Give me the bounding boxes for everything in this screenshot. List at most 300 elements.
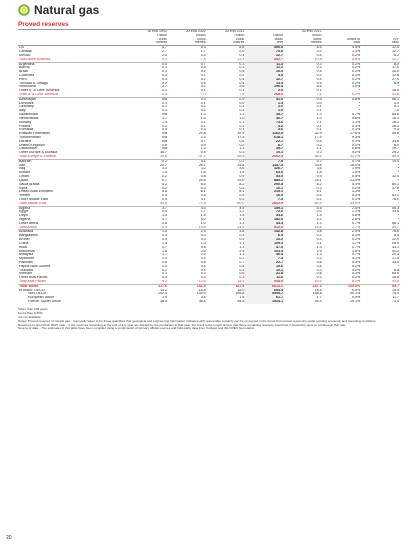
cell-col-7: 29.2: [392, 151, 399, 155]
cell-col-3: 0.3: [239, 276, 245, 280]
cell-col-6: 17.6%: [350, 132, 361, 136]
cell-col-4: 1.9: [245, 109, 284, 113]
cell-col-6: 3.0%: [352, 85, 361, 89]
cell-col-5: 0.9: [316, 97, 322, 101]
cell-col-2: 1.6: [200, 171, 206, 175]
cell-col-1: 0.3: [162, 77, 168, 81]
cell-col-5: 0.2: [316, 143, 322, 147]
cell-col-6: 18.0%: [350, 163, 361, 167]
cell-col-4: 12.7: [245, 78, 284, 82]
col-group-1992: At end 1992: [147, 30, 168, 33]
row-label: Brunei: [19, 238, 30, 242]
cell-col-5: 33.6: [314, 163, 322, 167]
cell-col-5: 0.2: [316, 197, 322, 201]
cell-col-2: 15.4: [198, 288, 206, 292]
cell-col-3: 1.0: [239, 116, 245, 120]
row-label: Russian Federation: [19, 132, 51, 136]
cell-col-2: 6.1: [200, 190, 206, 194]
cell-col-2: 0.3: [200, 238, 206, 242]
cell-col-4: 63.0: [245, 171, 284, 175]
row-label: Other Europe & Eurasia: [19, 151, 58, 155]
cell-col-7: *: [397, 163, 399, 167]
row-label: Turkmenistan: [19, 135, 41, 139]
cell-col-2: 0.9: [200, 97, 206, 101]
cell-col-5: 187.3: [312, 284, 322, 288]
row-label: Other S. & Cent. America: [19, 89, 60, 93]
row-label: Qatar: [19, 178, 28, 182]
cell-col-5: 0.4: [316, 81, 322, 85]
cell-col-3: 3.1: [239, 241, 245, 245]
cell-col-7: 12.8: [392, 73, 399, 77]
cell-col-1: n/a: [162, 135, 168, 139]
cell-col-1: 5.2: [162, 182, 168, 186]
row-label: Indonesia: [19, 249, 35, 253]
cell-col-1: 6.7: [162, 178, 168, 182]
cell-col-4: 109.3: [245, 242, 284, 246]
cell-col-2: 1.2: [200, 147, 206, 151]
row-label: Oman: [19, 175, 29, 179]
cell-col-1: 15.2: [160, 288, 168, 292]
cell-col-4: 545.0: [245, 280, 284, 284]
cell-col-2: 25.8: [198, 178, 206, 182]
cell-col-2: 0.1: [200, 73, 206, 77]
cell-col-2: 1.0: [200, 221, 206, 225]
cell-col-3: 0.2: [239, 143, 245, 147]
reserves-table: [18, 30, 400, 304]
cell-col-1: 0.5: [162, 128, 168, 132]
cell-col-3: 169.8: [235, 292, 245, 296]
cell-col-2: 0.4: [200, 53, 206, 57]
cell-col-4: 1924.1: [245, 300, 284, 304]
cell-col-3: 0.4: [239, 53, 245, 57]
cell-col-3: 0.3: [239, 66, 245, 70]
cell-col-6: 0.1%: [352, 128, 361, 132]
cell-col-5: 0.9: [316, 175, 322, 179]
cell-col-2: 1.5: [200, 214, 206, 218]
cell-col-4: 7.3: [245, 198, 284, 202]
cell-col-7: *: [397, 178, 399, 182]
cell-col-1: n/a: [162, 147, 168, 151]
cell-col-6: *: [358, 109, 361, 113]
cell-col-1: 0.1: [162, 66, 168, 70]
cell-col-3: 1.3: [239, 221, 245, 225]
cell-col-6: 9.9%: [352, 288, 361, 292]
cell-col-3: 1.1: [239, 147, 245, 151]
cell-col-2: 0.3: [200, 128, 206, 132]
cell-col-7: 22.9: [392, 238, 399, 242]
cell-col-5: 0.0: [316, 101, 322, 105]
cell-col-1: 0.3: [162, 109, 168, 113]
cell-col-7: 8.5: [394, 62, 399, 66]
col-unit-2: Trillion: [195, 33, 206, 37]
cell-col-4: 70.0: [245, 50, 284, 54]
cell-col-6: 0.5%: [352, 175, 361, 179]
cell-col-1: 9.3: [162, 57, 168, 61]
cell-col-6: 0.2%: [352, 81, 361, 85]
cell-col-4: 54.6: [245, 214, 284, 218]
cell-col-2: 0.8: [200, 66, 206, 70]
cell-col-5: 17.5: [314, 135, 322, 139]
cell-col-6: 7.7%: [352, 225, 361, 229]
cell-col-1: 1.7: [162, 116, 168, 120]
cell-col-6: 43.0%: [350, 201, 361, 205]
cell-col-7: 28.9: [392, 241, 399, 245]
cell-col-5: 168.8: [312, 292, 322, 296]
cell-col-5: 0.1: [316, 124, 322, 128]
cell-col-1: 0.3: [162, 257, 168, 261]
cell-col-6: 0.9%: [352, 296, 361, 300]
cell-col-1: 0.3: [162, 276, 168, 280]
cell-col-5: 3.1: [316, 241, 322, 245]
cell-col-5: 0.2: [316, 257, 322, 261]
cell-col-6: 13.4%: [350, 178, 361, 182]
cell-col-4: 215.1: [245, 190, 284, 194]
cell-col-6: *: [358, 105, 361, 109]
row-label: Brazil: [19, 70, 28, 74]
note-source: Source of data – The estimates in this table have been compiled using a combination of primary official sources and third-party data from Cedigaz and the OPEC Secretariat.: [18, 326, 255, 331]
row-label: Mexico: [19, 53, 31, 57]
row-label: Syria: [19, 186, 28, 190]
cell-col-4: 885.1: [245, 179, 284, 183]
row-label: Yemen: [19, 194, 31, 198]
cell-col-3: 0.2: [239, 73, 245, 77]
cell-col-3: 33.6: [237, 163, 245, 167]
cell-col-1: 2.7: [162, 50, 168, 54]
note-rp-ratio: Reserves-to-production (R/P) ratio – If the reserves remaining at the end of any year are divided by the production in that year, the result is the length of time that those remaining reserves would last if production were to continue at that rate.: [18, 322, 347, 327]
cell-col-5: 3.8: [316, 229, 322, 234]
row-label: Total World: [19, 284, 39, 288]
cell-col-7: 56.1: [392, 97, 399, 101]
cell-col-2: 7.4: [200, 57, 206, 61]
cell-col-5: 10.8: [314, 57, 322, 61]
cell-col-6: 100.0%: [348, 284, 361, 288]
cell-col-2: 0.8: [200, 175, 206, 179]
row-label: Norway: [19, 120, 32, 124]
cell-col-2: 0.6: [200, 81, 206, 85]
cell-col-3: 7.6: [239, 93, 245, 96]
cell-col-1: 36.7: [160, 151, 168, 155]
row-label: Peru: [19, 77, 27, 81]
cell-col-2: 2.1: [200, 120, 206, 124]
cell-col-6: *: [358, 101, 361, 105]
cell-col-5: 8.2: [316, 182, 322, 186]
cell-col-3: 58.5: [237, 155, 245, 158]
cell-col-5: 0.3: [316, 186, 322, 190]
cell-col-1: 0.2: [162, 124, 168, 128]
cell-col-5: 0.6: [316, 260, 322, 264]
row-label: Azerbaijan: [19, 97, 36, 101]
cell-col-3: 0.1: [239, 105, 245, 109]
cell-col-3: 54.5: [237, 300, 245, 304]
cell-col-2: 154.4: [196, 284, 206, 288]
cell-col-6: 0.2%: [352, 70, 361, 74]
cell-col-7: 65.6: [392, 113, 399, 117]
row-label: Iran: [19, 163, 26, 167]
cell-col-5: 0.3: [316, 276, 322, 280]
cell-col-3: 17.5: [237, 135, 245, 139]
cell-col-2: 5.0: [200, 218, 206, 221]
cell-col-3: 4.5: [239, 206, 245, 210]
cell-col-4: 6.5: [245, 234, 284, 238]
cell-col-2: 26.7: [198, 163, 206, 167]
cell-col-2: 0.4: [200, 257, 206, 261]
cell-col-7: *: [397, 201, 399, 205]
cell-col-7: 37.5: [392, 186, 399, 190]
cell-col-4: 5959.7: [245, 292, 284, 296]
cell-col-5: 2.0: [316, 50, 322, 54]
table-body: [18, 46, 400, 304]
cell-col-7: 15.4: [392, 288, 399, 292]
row-label: United Arab Emirates: [19, 190, 53, 194]
cell-col-5: 0.4: [316, 53, 322, 57]
cell-col-2: 139.0: [196, 292, 206, 296]
col-group-2011: At end 2011: [225, 30, 245, 33]
cell-col-4: 6614.1: [245, 284, 284, 288]
row-label: Pakistan: [19, 260, 33, 264]
cell-col-4: 2.0: [245, 89, 284, 93]
cell-col-1: 5.8: [162, 190, 168, 194]
cell-col-7: *: [397, 214, 399, 218]
cell-col-5: 0.4: [316, 77, 322, 81]
col-group-2002: At end 2002: [186, 30, 206, 33]
cell-col-7: 56.4: [392, 155, 399, 158]
cell-col-3: 0.3: [239, 186, 245, 190]
row-label: Venezuela: [19, 85, 36, 89]
cell-col-6: 4.1%: [352, 93, 361, 96]
cell-col-4: 12.7: [245, 54, 284, 58]
row-label: Argentina: [19, 62, 35, 66]
section-title: Proved reserves: [18, 21, 400, 30]
cell-col-4: 5.5: [245, 74, 284, 78]
cell-col-1: 1.7: [162, 253, 168, 257]
cell-col-2: 0.1: [200, 101, 206, 105]
cell-col-4: 11.6: [245, 276, 284, 280]
cell-col-1: 9.9: [162, 225, 168, 229]
cell-col-7: *: [397, 190, 399, 194]
cell-col-7: 42.8: [392, 93, 399, 96]
cell-col-3: 3.6: [239, 167, 245, 171]
cell-col-7: 6.8: [394, 268, 399, 272]
cell-col-7: 20.3: [392, 253, 399, 257]
cell-col-1: 0.2: [162, 81, 168, 85]
cell-col-5: 7.6: [316, 93, 322, 96]
cell-col-3: 8.8: [239, 45, 245, 50]
cell-col-1: 0.0: [162, 197, 168, 201]
cell-col-1: 0.7: [162, 245, 168, 249]
row-label: Total Europe & Eurasia: [19, 155, 56, 158]
cell-col-4: 8.7: [245, 144, 284, 148]
cell-col-1: 0.6: [162, 260, 168, 264]
cell-col-5: 1.5: [316, 214, 322, 218]
cell-col-6: 0.2%: [352, 268, 361, 272]
cell-col-1: 36.3: [160, 300, 168, 304]
row-label: Total Middle East: [19, 201, 47, 205]
cell-col-7: 33.1: [392, 245, 399, 249]
cell-col-1: 3.1: [162, 167, 168, 171]
cell-col-2: 6.6: [200, 182, 206, 186]
cell-col-2: 0.1: [200, 89, 206, 93]
cell-col-5: 0.1: [316, 89, 322, 93]
bp-helios-logo-icon: [18, 4, 30, 16]
cell-col-3: 32.9: [237, 132, 245, 136]
cell-col-7: 63.1: [392, 194, 399, 198]
cell-col-6: 0.1%: [352, 143, 361, 147]
cell-col-6: 2.8%: [352, 218, 361, 221]
cell-col-7: 75.4: [392, 292, 399, 296]
cell-col-3: 0.9: [239, 175, 245, 179]
cell-col-6: 8.2%: [352, 280, 361, 283]
cell-col-7: 8.9: [394, 81, 399, 85]
cell-col-3: 0.0: [239, 101, 245, 105]
cell-col-1: 20.7: [160, 163, 168, 167]
cell-col-1: 0.2: [162, 89, 168, 93]
cell-col-2: 1.3: [200, 113, 206, 117]
cell-col-6: 0.2%: [352, 53, 361, 57]
cell-col-5: 0.3: [316, 62, 322, 66]
cell-col-4: 2.0: [245, 105, 284, 109]
cell-col-1: 4.7: [162, 45, 168, 50]
cell-col-3: 0.3: [239, 151, 245, 155]
row-label: Other Africa: [19, 221, 38, 225]
cell-col-5: 0.1: [316, 128, 322, 132]
cell-col-1: 0.2: [162, 159, 168, 163]
cell-col-1: 3.7: [162, 218, 168, 221]
cell-col-7: 71.0: [392, 300, 399, 304]
cell-col-7: 17.4: [392, 257, 399, 261]
cell-col-7: *: [397, 218, 399, 221]
cell-col-4: 13.3: [245, 82, 284, 86]
cell-col-7: 14.0: [392, 159, 399, 163]
cell-col-3: 6.1: [239, 190, 245, 194]
cell-col-5: 2.9: [316, 249, 322, 253]
header-row-measure: metres metres metres feet metres total ratio: [18, 41, 400, 45]
cell-col-7: 6.0: [394, 143, 399, 147]
cell-col-6: 31.2%: [350, 155, 361, 158]
cell-col-2: 3.2: [200, 167, 206, 171]
cell-col-3: 0.1: [239, 109, 245, 113]
cell-col-4: 300.0: [245, 46, 284, 50]
cell-col-4: 11.3: [245, 62, 284, 66]
cell-col-1: 0.4: [162, 264, 168, 268]
cell-col-2: 0.7: [200, 139, 206, 143]
cell-col-2: 0.3: [200, 276, 206, 280]
row-label: Former Soviet Union: [28, 300, 61, 304]
cell-col-4: 7.4: [245, 257, 284, 261]
cell-col-3: 1.3: [239, 245, 245, 249]
cell-col-1: 102.4: [158, 292, 168, 296]
cell-col-4: 10.1: [245, 187, 284, 191]
cell-col-1: 0.4: [162, 210, 168, 214]
cell-col-4: 10.1: [245, 151, 284, 155]
cell-col-6: 2.0%: [352, 229, 361, 234]
cell-col-3: 0.3: [239, 62, 245, 66]
cell-col-4: 268.3: [245, 93, 284, 97]
cell-col-1: n/a: [162, 113, 168, 117]
cell-col-2: 0.2: [200, 70, 206, 74]
note-more-than-100: *More than 100 years.: [18, 306, 49, 311]
cell-col-4: 103.3: [245, 250, 284, 254]
cell-col-2: 0.1: [200, 124, 206, 128]
cell-col-5: 58.4: [314, 155, 322, 158]
cell-col-6: *: [358, 89, 361, 93]
cell-col-1: 1.4: [162, 120, 168, 124]
row-label: US: [19, 45, 24, 50]
cell-col-5: 0.2: [316, 73, 322, 77]
cell-col-4: 15.6: [245, 265, 284, 269]
cell-col-7: 7.0: [394, 109, 399, 113]
cell-col-1: 3.7: [162, 85, 168, 89]
cell-col-7: 12.7: [392, 50, 399, 54]
cell-col-7: 18.2: [392, 120, 399, 124]
cell-col-7: 78.0: [392, 197, 399, 201]
cell-col-4: 4.2: [245, 125, 284, 129]
title-row: [18, 2, 400, 18]
row-label: Bahrain: [19, 159, 32, 163]
cell-col-5: 1.3: [316, 221, 322, 225]
cell-col-3: 18.0: [237, 288, 245, 292]
cell-col-2: 0.9: [200, 143, 206, 147]
cell-col-4: 182.0: [245, 218, 284, 222]
cell-col-2: 0.4: [200, 268, 206, 272]
cell-col-4: 7.9: [245, 159, 284, 163]
cell-col-2: 3.4: [200, 296, 206, 300]
cell-col-4: 618.1: [245, 136, 284, 140]
cell-col-7: 31.5: [392, 280, 399, 283]
cell-col-4: 10.2: [245, 238, 284, 242]
cell-col-6: 5.8%: [352, 57, 361, 61]
cell-col-3: 2.0: [239, 50, 245, 54]
cell-col-1: 117.6: [158, 284, 168, 288]
cell-col-2: 29.8: [198, 132, 206, 136]
cell-col-7: 65.6: [392, 272, 399, 276]
cell-col-7: 69.7: [392, 225, 399, 229]
cell-col-6: 0.1%: [352, 124, 361, 128]
cell-col-6: 0.2%: [352, 186, 361, 190]
cell-col-4: 72.0: [245, 210, 284, 214]
row-label: Trinidad & Tobago: [19, 81, 48, 85]
cell-col-2: 7.0: [200, 93, 206, 96]
row-label: Egypt: [19, 210, 29, 214]
cell-col-5: 1.7: [316, 296, 322, 300]
note-na: n/a not available.: [18, 314, 42, 319]
cell-col-3: 0.5: [239, 194, 245, 198]
cell-col-2: 2.3: [200, 135, 206, 139]
row-label: of which: OECD: [19, 288, 45, 292]
cell-col-2: 0.3: [200, 186, 206, 190]
cell-col-7: 34.6: [392, 139, 399, 143]
cell-col-5: 1.3: [316, 113, 322, 117]
cell-col-6: 1.1%: [352, 120, 361, 124]
cell-col-6: 0.1%: [352, 73, 361, 77]
row-label: Myanmar: [19, 257, 34, 261]
cell-col-6: 0.7%: [352, 253, 361, 257]
cell-col-2: 0.8: [200, 260, 206, 264]
cell-col-2: 0.2: [200, 105, 206, 109]
cell-col-7: *: [397, 85, 399, 89]
cell-col-2: 0.4: [200, 151, 206, 155]
cell-col-3: 5.1: [239, 218, 245, 221]
cell-col-5: 32.9: [314, 132, 322, 136]
row-label: Bangladesh: [19, 234, 38, 238]
cell-col-2: 2.5: [200, 229, 206, 234]
cell-col-7: 16.5: [392, 89, 399, 93]
cell-col-1: 0.3: [162, 234, 168, 238]
cell-col-3: 0.7: [239, 260, 245, 264]
row-label: Italy: [19, 109, 26, 113]
cell-col-7: 26.0: [392, 70, 399, 74]
cell-col-3: 0.2: [239, 197, 245, 201]
cell-col-3: 0.5: [239, 70, 245, 74]
